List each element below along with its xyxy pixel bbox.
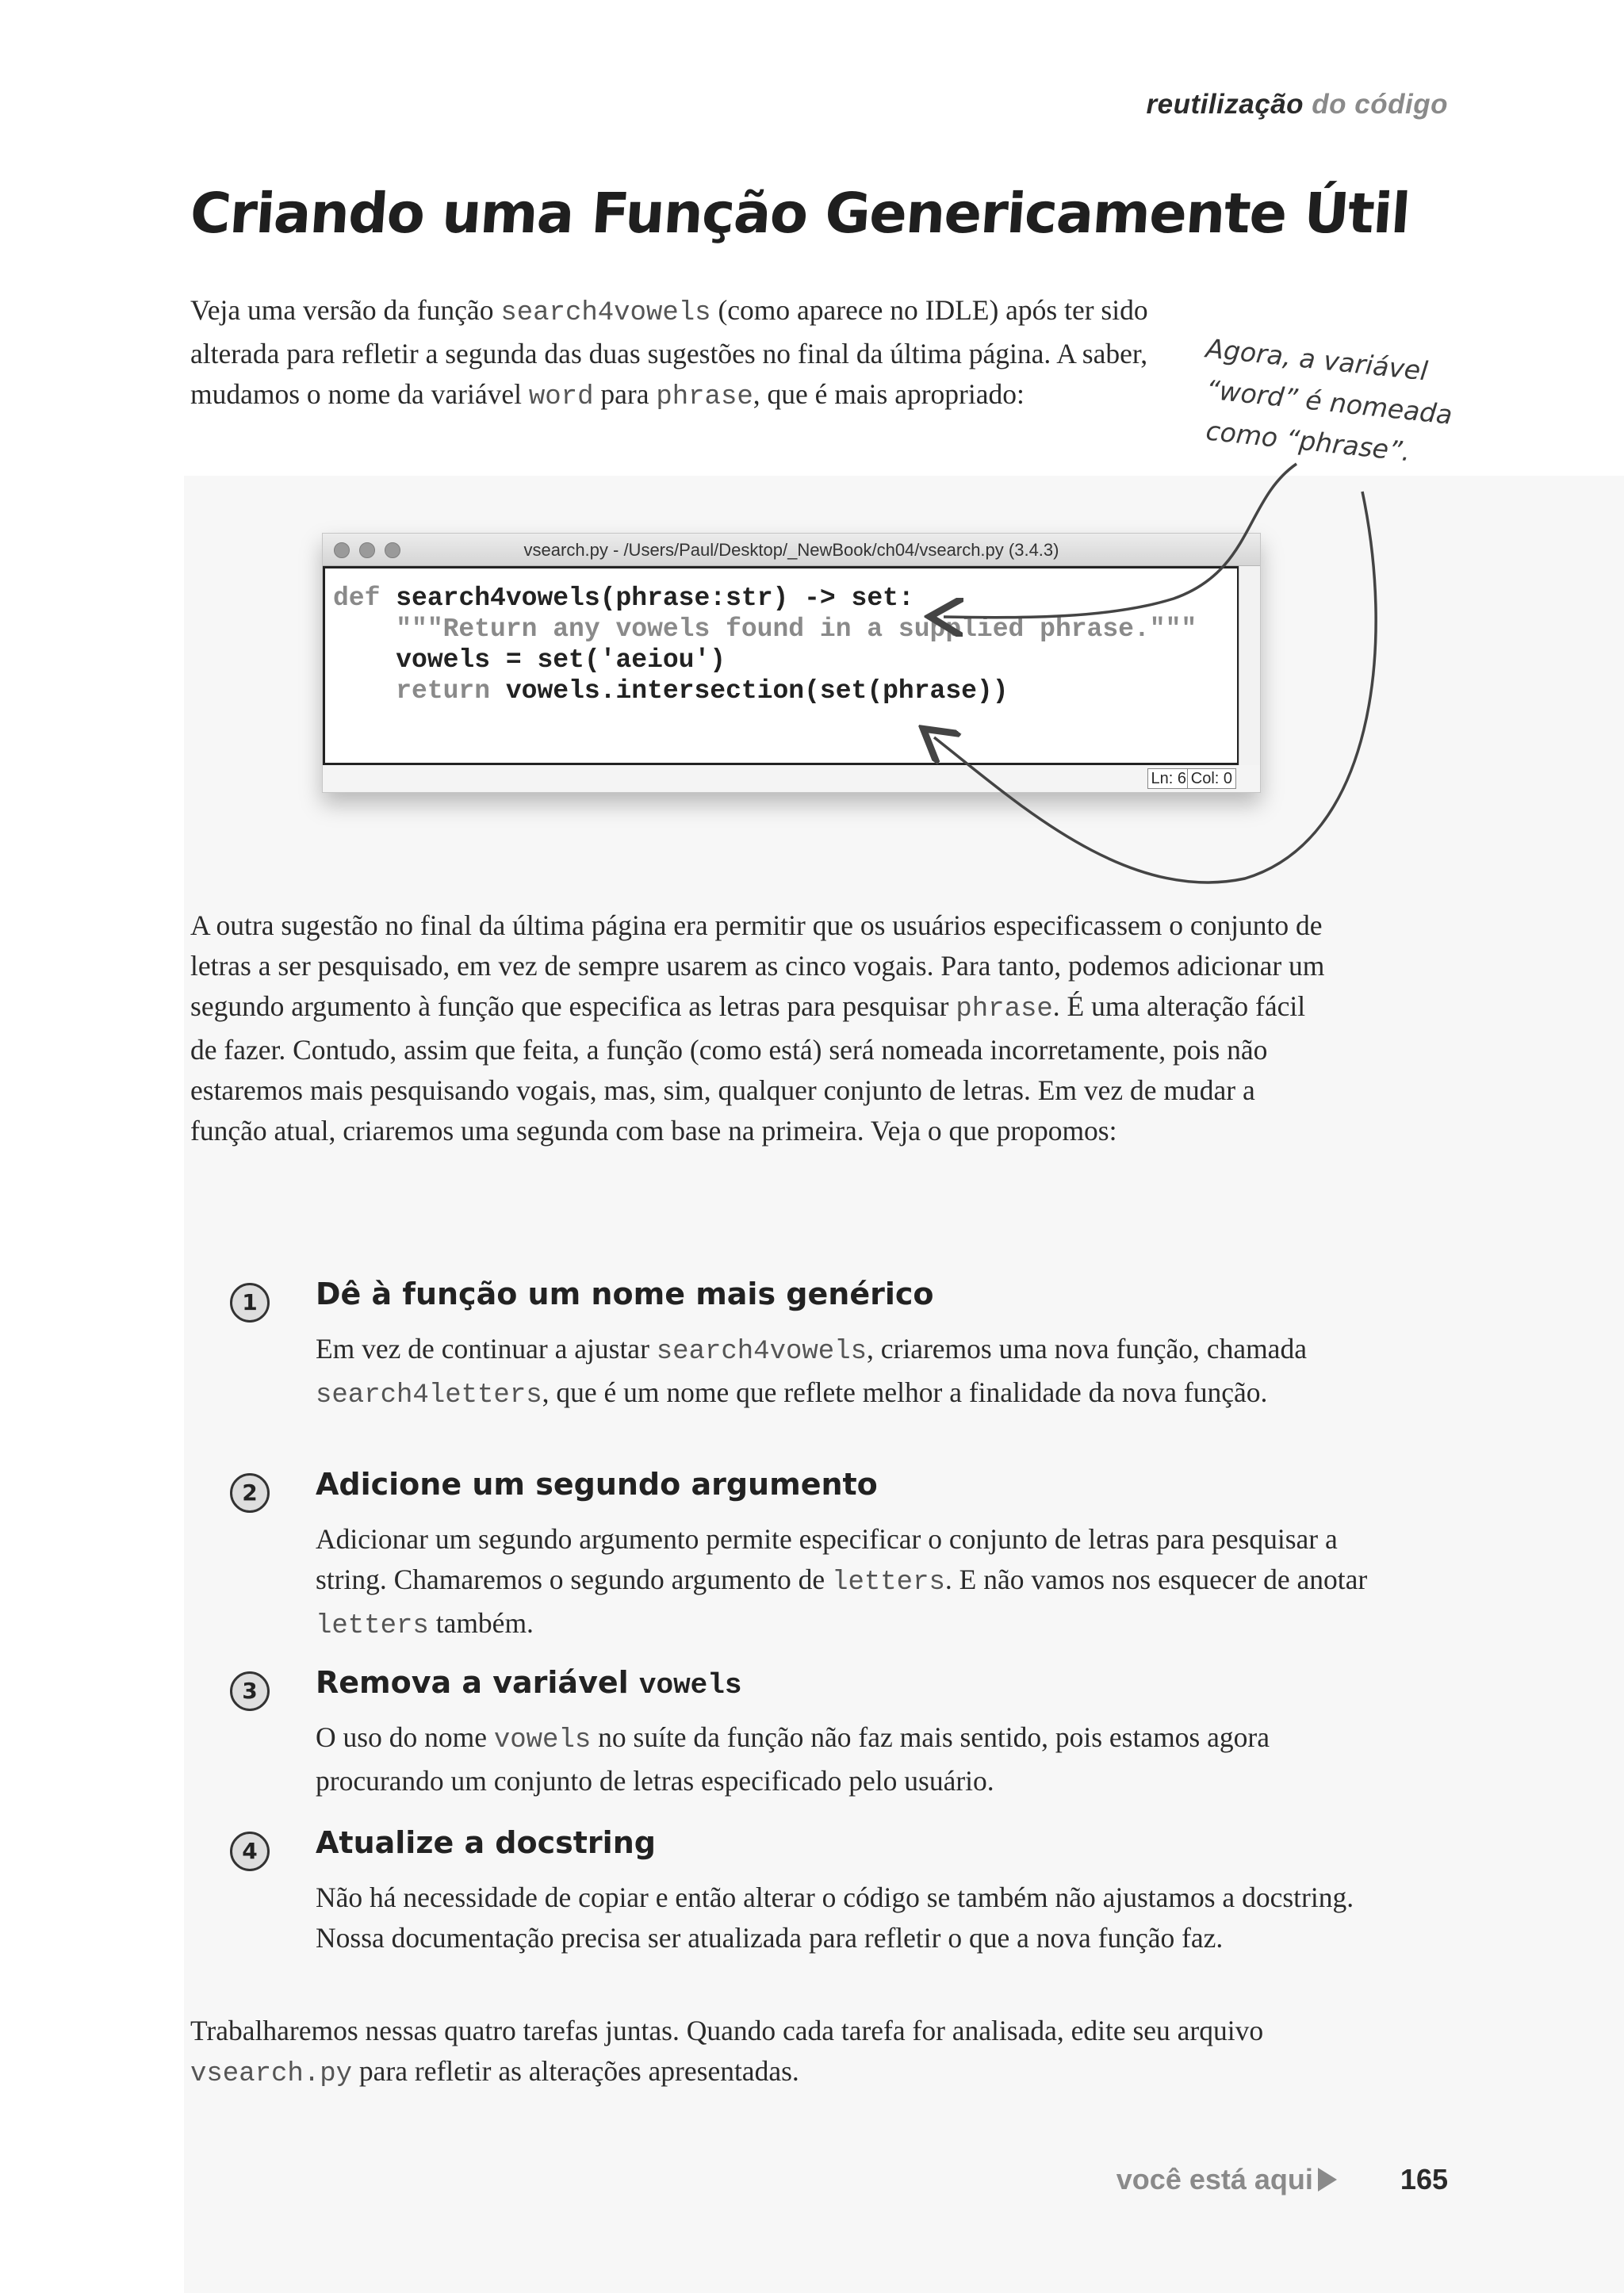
inline-code-vowels: vowels xyxy=(493,1725,592,1755)
annotation-line-2: “word” é nomeada xyxy=(1204,373,1454,431)
header-chapter: reutilização xyxy=(1146,89,1304,120)
step-title xyxy=(316,1665,742,1702)
page-title: Criando uma Função Genericamente Útil xyxy=(188,181,1411,246)
step-title: Adicione um segundo argumento xyxy=(316,1467,878,1502)
intro-text-2: (como aparece no IDLE) após ter sido alterada para refletir a segunda das duas sugestões no final da última página. A saber, mudamos o nome da variável xyxy=(190,294,1148,410)
inline-code-letters: letters xyxy=(316,1611,429,1641)
window-title: vsearch.py - /Users/Paul/Desktop/_NewBook/ch04/vsearch.py (3.4.3) xyxy=(523,540,1059,560)
you-are-here-text: você está aqui xyxy=(1116,2163,1313,2195)
annotation-line-1: Agora, a variável xyxy=(1204,332,1430,387)
step-text: no suíte da função não faz mais sentido, pois estamos agora procurando um conjunto de letras especificado pelo usuário. xyxy=(316,1721,1270,1797)
step-number-badge: 1 xyxy=(230,1283,270,1323)
inline-code-phrase: phrase xyxy=(956,994,1053,1024)
you-are-here-label xyxy=(1116,2163,1337,2195)
step-text: também. xyxy=(428,1607,534,1639)
step-title-text: Remova a variável xyxy=(316,1665,639,1700)
intro-text-4: , que é mais apropriado: xyxy=(753,378,1025,410)
suggestion-paragraph xyxy=(190,905,1332,1151)
keyword-return: return xyxy=(396,676,491,706)
header-section: do código xyxy=(1312,89,1448,120)
step-body: Não há necessidade de copiar e então alterar o código se também não ajustamos a docstring. Nossa documentação precisa ser atualizada para refletir o que a nova função faz. xyxy=(316,1881,1354,1954)
step-text: , criaremos uma nova função, chamada xyxy=(867,1333,1307,1365)
code-line-4 xyxy=(333,676,1237,706)
inline-code-phrase: phrase xyxy=(656,382,753,412)
page-number: 165 xyxy=(1400,2163,1448,2195)
running-header xyxy=(1146,89,1448,121)
paragraph-text-2: . É uma alteração fácil de fazer. Contudo, assim que feita, a função (como está) será nomeada incorretamente, pois não estaremos mais pesquisando vogais, mas, sim, qualquer conjunto de letras. Em vez de mudar a função atual, criaremos uma segunda com base na primeira. Veja o que propomos: xyxy=(190,990,1306,1146)
closing-text-2: para refletir as alterações apresentadas. xyxy=(352,2055,799,2087)
code-text: vowels.intersection(set(phrase)) xyxy=(490,676,1009,706)
handwritten-annotation xyxy=(1204,332,1459,468)
inline-code-letters: letters xyxy=(832,1568,945,1598)
step-body xyxy=(316,1329,1394,1416)
step-body xyxy=(316,1717,1394,1801)
play-triangle-icon xyxy=(1318,2168,1337,2192)
code-line-3: vowels = set('aeiou') xyxy=(333,645,726,675)
closing-text-1: Trabalharemos nessas quatro tarefas juntas. Quando cada tarefa for analisada, edite seu arquivo xyxy=(190,2015,1264,2046)
inline-code-search4letters: search4letters xyxy=(316,1380,542,1411)
step-number-badge: 3 xyxy=(230,1671,270,1711)
intro-text-3: para xyxy=(593,378,657,410)
code-line-2: """Return any vowels found in a supplied phrase.""" xyxy=(333,614,1197,644)
step-title: Dê à função um nome mais genérico xyxy=(316,1277,934,1311)
status-column-number: Col: 0 xyxy=(1187,768,1236,789)
step-body xyxy=(316,1519,1394,1647)
inline-code-search4vowels: search4vowels xyxy=(656,1337,868,1367)
annotation-line-3: como “phrase”. xyxy=(1204,415,1412,468)
step-number-badge: 4 xyxy=(230,1832,270,1871)
idle-editor-window xyxy=(322,533,1261,793)
window-titlebar xyxy=(323,534,1260,566)
code-editor[interactable] xyxy=(323,566,1239,765)
step-text: . E não vamos nos esquecer de anotar xyxy=(944,1564,1368,1595)
step-text: Em vez de continuar a ajustar xyxy=(316,1333,657,1365)
closing-paragraph xyxy=(190,2011,1332,2095)
vertical-scrollbar[interactable] xyxy=(1239,566,1260,765)
step-text: , que é um nome que reflete melhor a finalidade da nova função. xyxy=(542,1376,1268,1408)
inline-code-word: word xyxy=(528,382,594,412)
step-number-badge: 2 xyxy=(230,1473,270,1513)
page-footer xyxy=(1116,2163,1448,2196)
code-text: search4vowels(phrase:str) -> set: xyxy=(380,584,914,613)
code-line-1 xyxy=(333,583,1237,614)
code-indent xyxy=(333,676,396,706)
step-title: Atualize a docstring xyxy=(316,1825,656,1860)
status-line-number: Ln: 6 xyxy=(1147,768,1190,789)
inline-code-vsearch-py: vsearch.py xyxy=(190,2059,353,2089)
status-bar xyxy=(323,765,1260,792)
step-title-code: vowels xyxy=(638,1669,742,1702)
intro-paragraph xyxy=(190,290,1174,418)
keyword-def: def xyxy=(333,584,381,613)
step-text: Adicionar um segundo argumento permite especificar o conjunto de letras para pesquisar a string. Chamaremos o segundo argumento de xyxy=(316,1523,1338,1595)
intro-text-1: Veja uma versão da função xyxy=(190,294,501,326)
inline-code-search4vowels: search4vowels xyxy=(500,298,711,328)
step-text: O uso do nome xyxy=(316,1721,494,1753)
paragraph-text-1: A outra sugestão no final da última página era permitir que os usuários especificassem o conjunto de letras a ser pesquisado, em vez de sempre usarem as cinco vogais. Para tanto, podemos adicionar um segundo argumento à função que especifica as letras para pesquisar xyxy=(190,909,1325,1022)
